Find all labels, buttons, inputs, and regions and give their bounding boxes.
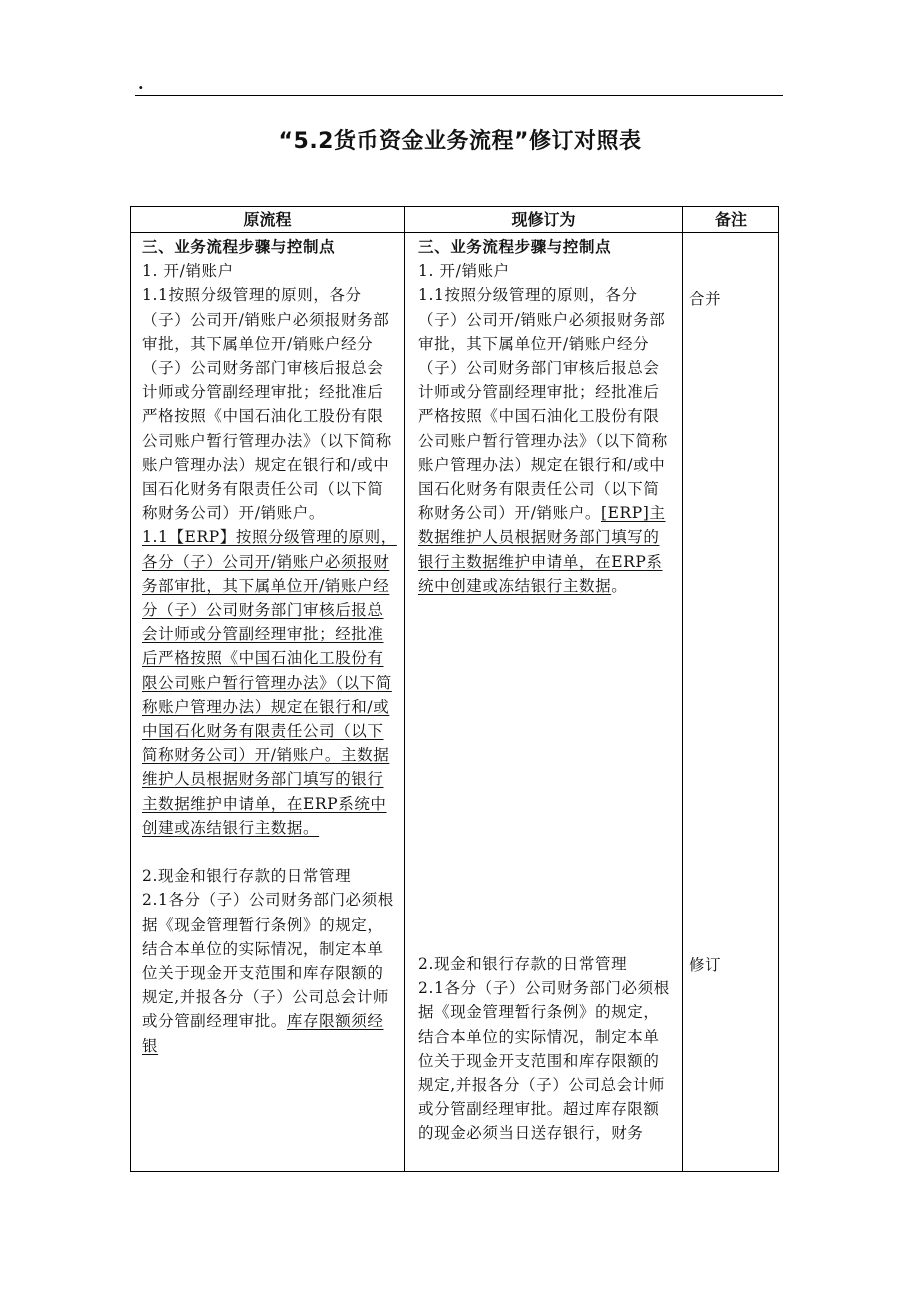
revised-item2-heading: 2.现金和银行存款的日常管理 <box>418 955 628 973</box>
revised-item2-1: 2.1各分（子）公司财务部门必须根据《现金管理暂行条例》的规定，结合本单位的实际情况，制定本单位关于现金开支范围和库存限额的规定,并报各分（子）公司总会计师或分管副经理审批。超过库存限额的现金必须当日送存银行，财务 <box>418 979 670 1143</box>
column-divider-2 <box>682 207 683 1171</box>
header-original: 原流程 <box>243 210 292 229</box>
header-revised: 现修订为 <box>511 210 576 229</box>
spacer <box>142 840 398 864</box>
remark-merge: 合并 <box>689 290 722 308</box>
header-remarks: 备注 <box>714 210 747 229</box>
revised-item1-1-text: 1.1按照分级管理的原则，各分（子）公司开/销账户必须报财务部审批，其下属单位开/销账户经分（子）公司财务部门审核后报总会计师或分管副经理审批；经批准后严格按照《中国石油化工股份有限公司账户暂行管理办法》（以下简称账户管理办法）规定在银行和/或中国石化财务有限责任公司（以下简称财务公司）开/销账户。 <box>418 286 668 523</box>
original-item2-heading: 2.现金和银行存款的日常管理 <box>142 867 352 886</box>
revised-column <box>418 235 674 598</box>
revised-column-part2 <box>418 952 674 1146</box>
revised-erp-addition: [ERP]主数据维护人员根据财务部门填写的银行主数据维护申请单，在ERP系统中创建或冻结银行主数据 <box>418 504 666 595</box>
revised-erp-addition-end: 。 <box>611 576 628 595</box>
revised-section-heading: 三、业务流程步骤与控制点 <box>418 237 612 256</box>
original-item2-1-cut: 库存限额须经银 <box>142 1012 384 1055</box>
revised-item1-heading: 1. 开/销账户 <box>418 262 510 281</box>
original-item1-1-erp: 1.1【ERP】按照分级管理的原则，各分（子）公司开/销账户必须报财务部审批，其下属单位开/销账户经分（子）公司财务部门审核后报总会计师或分管副经理审批；经批准后严格按照《中国石油化工股份有限公司账户暂行管理办法》（以下简称账户管理办法）规定在银行和/或中国石化财务有限责任公司（以下简称财务公司）开/销账户。主数据维护人员根据财务部门填写的银行主数据维护申请单，在ERP系统中创建或冻结银行主数据。 <box>142 528 397 837</box>
remark-revise: 修订 <box>689 956 722 974</box>
original-item1-heading: 1. 开/销账户 <box>142 262 234 281</box>
original-item1-1: 1.1按照分级管理的原则，各分（子）公司开/销账户必须报财务部审批，其下属单位开/销账户经分（子）公司财务部门审核后报总会计师或分管副经理审批；经批准后严格按照《中国石油化工股份有限公司账户暂行管理办法》（以下简称账户管理办法）规定在银行和/或中国石化财务有限责任公司（以下简称财务公司）开/销账户。 <box>142 286 392 523</box>
original-section-heading: 三、业务流程步骤与控制点 <box>142 237 336 256</box>
original-item2-1 <box>142 888 398 1057</box>
comparison-table <box>130 206 779 1172</box>
header-rule <box>135 95 783 96</box>
original-item2-1-text: 2.1各分（子）公司财务部门必须根据《现金管理暂行条例》的规定，结合本单位的实际情况，制定本单位关于现金开支范围和库存限额的规定,并报各分（子）公司总会计师或分管副经理审批。 <box>142 891 394 1031</box>
header-mark: . <box>138 74 144 93</box>
document-title: “5.2货币资金业务流程”修订对照表 <box>278 129 642 154</box>
revised-item1-1 <box>418 283 674 598</box>
column-divider-1 <box>404 207 405 1171</box>
header-divider <box>131 232 778 233</box>
original-column <box>142 235 398 1058</box>
